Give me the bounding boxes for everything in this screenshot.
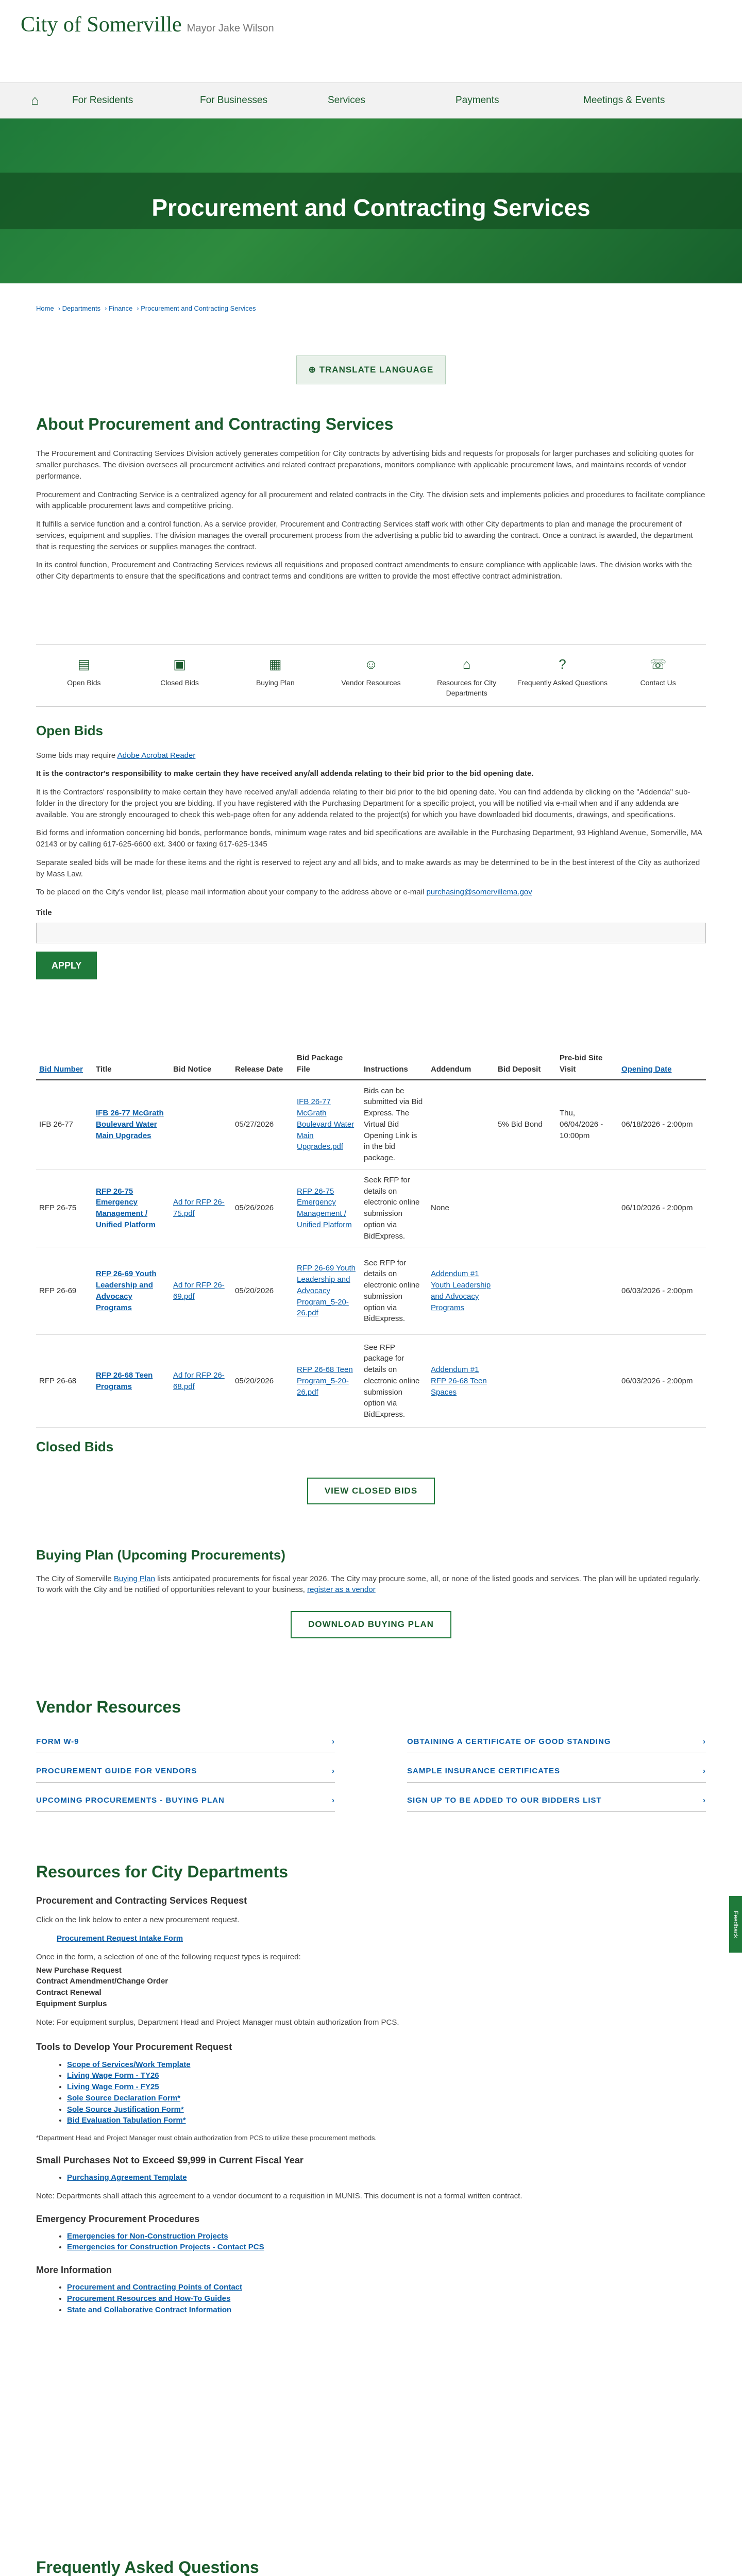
- translate-button[interactable]: [296, 355, 446, 384]
- addendum: None: [428, 1169, 495, 1247]
- opening-date: 06/03/2026 - 2:00pm: [618, 1335, 706, 1428]
- col-bid-number[interactable]: Bid Number: [36, 1048, 93, 1080]
- table-row: [36, 1080, 706, 1170]
- hero-banner: [0, 118, 742, 283]
- bid-package-link[interactable]: RFP 26-68 Teen Program_5-20-26.pdf: [297, 1365, 353, 1397]
- buying-plan-text: [36, 1573, 706, 1596]
- city-departments-title: Resources for City Departments: [36, 1862, 289, 1881]
- tab-faq[interactable]: [515, 645, 611, 706]
- tab-label: Contact Us: [640, 678, 676, 687]
- about-section: [36, 412, 706, 589]
- site-header: [0, 0, 742, 62]
- vendor-resources-title: Vendor Resources: [36, 1698, 181, 1716]
- chevron-right-icon: ›: [332, 1737, 335, 1747]
- request-intake-link[interactable]: Procurement Request Intake Form: [57, 1934, 183, 1943]
- munis-note: Note: Departments shall attach this agreement to a vendor document to a requisition in MUNIS. This document is not a formal written contract.: [36, 2191, 522, 2200]
- addendum: [428, 1080, 495, 1170]
- table-row: [36, 1335, 706, 1428]
- addendum-link[interactable]: Addendum #1 RFP 26-68 Teen Spaces: [431, 1365, 487, 1397]
- site-visit: [556, 1247, 618, 1335]
- tool-link[interactable]: Living Wage Form - FY25: [67, 2082, 159, 2092]
- emergency-link[interactable]: Emergencies for Construction Projects - Contact PCS: [67, 2243, 264, 2252]
- vendor-link-label: SAMPLE INSURANCE CERTIFICATES: [407, 1767, 561, 1776]
- col-bid-notice: Bid Notice: [170, 1048, 232, 1080]
- bid-package-link[interactable]: RFP 26-69 Youth Leadership and Advocacy Program_5-20-26.pdf: [297, 1264, 356, 1318]
- tab-city-departments[interactable]: [419, 645, 515, 706]
- bid-deposit: [495, 1335, 556, 1428]
- request-text: Click on the link below to enter a new procurement request.: [36, 1916, 240, 1925]
- col-deposit: Bid Deposit: [495, 1048, 556, 1080]
- col-instructions: Instructions: [361, 1048, 428, 1080]
- bid-package-link[interactable]: IFB 26-77 McGrath Boulevard Water Main Upgrades.pdf: [297, 1097, 355, 1151]
- addenda-bold-note: It is the contractor's responsibility to make certain they have received any/all addenda relating to their bid prior to the bid opening date.: [36, 769, 534, 778]
- breadcrumb-departments[interactable]: Departments: [62, 304, 101, 312]
- translate-label: TRANSLATE LANGUAGE: [319, 365, 434, 375]
- col-package: Bid Package File: [294, 1048, 361, 1080]
- adobe-link[interactable]: Adobe Acrobat Reader: [117, 751, 196, 760]
- vendor-link-buying-plan[interactable]: [36, 1790, 335, 1812]
- nav-residents[interactable]: For Residents: [72, 95, 133, 106]
- tab-contact[interactable]: [610, 645, 706, 706]
- addendum: [428, 1247, 495, 1335]
- about-title: About Procurement and Contracting Services: [36, 415, 394, 433]
- request-heading: Procurement and Contracting Services Request: [36, 1895, 247, 1906]
- about-p2: Procurement and Contracting Service is a centralized agency for all procurement and related contracts in the City. The division sets and implements policies and procedures to facilitate compliance with applicable procurement laws and competitive pricing.: [36, 490, 705, 511]
- bid-title: [93, 1247, 170, 1335]
- tool-link[interactable]: Sole Source Justification Form*: [67, 2105, 184, 2114]
- tab-label: Closed Bids: [160, 678, 199, 687]
- bid-deposit: 5% Bid Bond: [495, 1080, 556, 1170]
- vendor-link-label: SIGN UP TO BE ADDED TO OUR BIDDERS LIST: [407, 1795, 602, 1805]
- vendor-link-label: FORM W-9: [36, 1737, 79, 1747]
- table-row: [36, 1247, 706, 1335]
- open-bids-section: [36, 721, 706, 979]
- tab-open-bids[interactable]: [36, 645, 132, 706]
- col-addendum: Addendum: [428, 1048, 495, 1080]
- section-tabs: [36, 644, 706, 707]
- adobe-pre: Some bids may require: [36, 751, 117, 760]
- apply-button[interactable]: APPLY: [36, 952, 97, 979]
- closed-bids-section: [36, 1437, 706, 1504]
- breadcrumb: Home › Departments › Finance › Procurement and Contracting Services: [36, 304, 256, 312]
- chevron-right-icon: ›: [332, 1767, 335, 1776]
- open-bids-p4: [36, 887, 706, 898]
- clipboard-icon: ▤: [77, 656, 91, 672]
- buying-plan-title: Buying Plan (Upcoming Procurements): [36, 1547, 285, 1563]
- download-buying-plan-button[interactable]: DOWNLOAD BUYING PLAN: [291, 1611, 451, 1638]
- addendum-link[interactable]: Addendum #1 Youth Leadership and Advocacy Programs: [431, 1269, 491, 1312]
- emergency-heading: Emergency Procurement Procedures: [36, 2213, 200, 2224]
- open-bids-p1: It is the Contractors' responsibility to make certain they have received any/all addenda relating to their bid prior to the bid opening date. You can find addenda by clicking on the "Addenda" sub-folder in the directory for the project you are bidding. If you have registered with the Purchasing Department for a specific project, you will be notified via e-mail when and if any addenda are available. You are strongly encouraged to check this web-page often for any addenda related to the project(s) for which you have downloaded bid documents, drawings, and specifications.: [36, 788, 690, 819]
- bid-number: RFP 26-68: [36, 1335, 93, 1428]
- main-nav: [0, 82, 742, 118]
- chevron-right-icon: ›: [703, 1767, 706, 1776]
- bid-notice: [170, 1247, 232, 1335]
- open-bids-p2: Bid forms and information concerning bid bonds, performance bonds, minimum wage rates and bid specifications are available in the Purchasing Department, 93 Highland Avenue, Somerville, MA 02143 or by calling 617-625-6600 ext. 3400 or faxing 617-625-1345: [36, 828, 702, 849]
- bid-package-link[interactable]: RFP 26-75 Emergency Management / Unified Platform: [297, 1187, 352, 1229]
- bid-deposit: [495, 1247, 556, 1335]
- nav-services[interactable]: Services: [328, 95, 365, 106]
- logo-text: City of Somerville: [21, 13, 182, 37]
- tool-link[interactable]: Living Wage Form - TY26: [67, 2071, 159, 2080]
- vendor-link-insurance[interactable]: [407, 1760, 706, 1783]
- more-info-link[interactable]: State and Collaborative Contract Information: [67, 2305, 232, 2314]
- calendar-icon: ▦: [269, 656, 282, 672]
- nav-meetings[interactable]: Meetings & Events: [583, 95, 665, 106]
- vendor-link-w9[interactable]: [36, 1731, 335, 1753]
- chevron-right-icon: ›: [703, 1737, 706, 1747]
- bid-title: [93, 1169, 170, 1247]
- table-row: [36, 1169, 706, 1247]
- request-type: Contract Renewal: [36, 1988, 102, 1997]
- bid-notice: [170, 1080, 232, 1170]
- release-date: 05/27/2026: [232, 1080, 294, 1170]
- nav-payments[interactable]: Payments: [456, 95, 499, 106]
- tab-vendor-resources[interactable]: [323, 645, 419, 706]
- bid-title-link[interactable]: RFP 26-68 Teen Programs: [96, 1371, 153, 1391]
- col-title: Title: [93, 1048, 170, 1080]
- release-date: 05/20/2026: [232, 1335, 294, 1428]
- bid-package: [294, 1335, 361, 1428]
- bid-number: RFP 26-69: [36, 1247, 93, 1335]
- register-vendor-link[interactable]: register as a vendor: [307, 1585, 376, 1595]
- release-date: 05/26/2026: [232, 1169, 294, 1247]
- title-filter-label: Title: [36, 908, 52, 918]
- buying-plan-section: [36, 1546, 706, 1638]
- phone-icon: ☏: [649, 656, 667, 672]
- adobe-note: [36, 750, 706, 761]
- bid-title-link[interactable]: IFB 26-77 McGrath Boulevard Water Main Upgrades: [96, 1109, 164, 1140]
- tool-link[interactable]: Scope of Services/Work Template: [67, 2060, 191, 2069]
- more-info-heading: More Information: [36, 2265, 112, 2276]
- closed-bids-title: Closed Bids: [36, 1439, 114, 1454]
- vendor-resources-section: [36, 1695, 706, 1812]
- vendor-link-guide[interactable]: [36, 1760, 335, 1783]
- tab-label: Vendor Resources: [341, 678, 401, 687]
- authorization-note: *Department Head and Project Manager must obtain authorization from PCS to utilize these procurement methods.: [36, 2134, 377, 2142]
- site-visit: [556, 1169, 618, 1247]
- opening-date: 06/18/2026 - 2:00pm: [618, 1080, 706, 1170]
- opening-date: 06/10/2026 - 2:00pm: [618, 1169, 706, 1247]
- site-visit: Thu, 06/04/2026 - 10:00pm: [556, 1080, 618, 1170]
- instructions: Seek RFP for details on electronic online submission option via BidExpress.: [361, 1169, 428, 1247]
- bid-number: IFB 26-77: [36, 1080, 93, 1170]
- mayor-name: Mayor Jake Wilson: [187, 23, 274, 34]
- bid-title-link[interactable]: RFP 26-75 Emergency Management / Unified Platform: [96, 1187, 156, 1229]
- emergency-link[interactable]: Emergencies for Non-Construction Projects: [67, 2231, 228, 2241]
- request-type: New Purchase Request: [36, 1965, 122, 1975]
- about-p3: It fulfills a service function and a control function. As a service provider, Procurement and Contracting Services staff work with other City departments to plan and manage the procurement of services, equipment and supplies. The division manages the overall procurement process from the advertising a public bid to awarding the contract. Once a contract is awarded, the department that is requesting the services or supplies manages the contract.: [36, 520, 693, 551]
- bid-title: [93, 1335, 170, 1428]
- chevron-right-icon: ›: [703, 1795, 706, 1805]
- bid-package: [294, 1080, 361, 1170]
- vendor-link-label: PROCUREMENT GUIDE FOR VENDORS: [36, 1767, 197, 1776]
- tool-link[interactable]: Bid Evaluation Tabulation Form*: [67, 2116, 186, 2125]
- title-filter-input[interactable]: [36, 923, 706, 943]
- bid-package: [294, 1169, 361, 1247]
- bid-notice: [170, 1169, 232, 1247]
- open-bids-table: [36, 1048, 706, 1428]
- chevron-right-icon: ›: [332, 1795, 335, 1805]
- people-icon: ☺: [364, 656, 378, 672]
- site-visit: [556, 1335, 618, 1428]
- nav-businesses[interactable]: For Businesses: [200, 95, 267, 106]
- globe-icon: ⊕: [308, 365, 319, 375]
- bid-deposit: [495, 1169, 556, 1247]
- faq-section: [36, 2555, 706, 2576]
- col-release-date: Release Date: [232, 1048, 294, 1080]
- tab-closed-bids[interactable]: [132, 645, 228, 706]
- vendor-list-text: To be placed on the City's vendor list, please mail information about your company to the address above or e-mail: [36, 888, 427, 897]
- col-opening-date[interactable]: Opening Date: [618, 1048, 706, 1080]
- purchasing-email-link[interactable]: purchasing@somervillema.gov: [426, 888, 532, 897]
- tab-label: Buying Plan: [256, 678, 295, 687]
- tab-label: Resources for City Departments: [437, 678, 497, 697]
- bid-package: [294, 1247, 361, 1335]
- tools-heading: Tools to Develop Your Procurement Request: [36, 2042, 232, 2053]
- bid-title: [93, 1080, 170, 1170]
- open-bids-p3: Separate sealed bids will be made for these items and the right is reserved to reject any and all bids, and to make awards as may be determined to be in the best interest of the City as authorized by Mass Law.: [36, 858, 700, 878]
- vendor-link-good-standing[interactable]: [407, 1731, 706, 1753]
- about-p4: In its control function, Procurement and Contracting Services reviews all requisitions and proposed contract amendments to ensure compliance with applicable laws. The division works with the other City departments to ensure that the specifications and contract terms and conditions are written to provide the most effective contract administration.: [36, 561, 692, 581]
- bp-text-2: lists anticipated procurements for fiscal year 2026. The City may procure some, all, or none of the listed goods and services. The plan will be updated regularly. To work with the City and be notified of opportunities relevant to your business,: [36, 1574, 701, 1595]
- instructions: See RFP package for details on electronic online submission option via BidExpress.: [361, 1335, 428, 1428]
- request-types-text: Once in the form, a selection of one of the following request types is required:: [36, 1952, 301, 1961]
- vendor-link-label: UPCOMING PROCUREMENTS - BUYING PLAN: [36, 1795, 225, 1805]
- surplus-note: Note: For equipment surplus, Department Head and Project Manager must obtain authorization from PCS.: [36, 2018, 399, 2027]
- tab-buying-plan[interactable]: [227, 645, 323, 706]
- vendor-link-label: OBTAINING A CERTIFICATE OF GOOD STANDING: [407, 1737, 611, 1747]
- instructions: See RFP for details on electronic online submission option via BidExpress.: [361, 1247, 428, 1335]
- release-date: 05/20/2026: [232, 1247, 294, 1335]
- bid-notice-link[interactable]: Ad for RFP 26-68.pdf: [173, 1371, 225, 1391]
- home-icon[interactable]: ⌂: [31, 92, 39, 108]
- tab-label: Frequently Asked Questions: [517, 678, 608, 687]
- more-info-link[interactable]: Procurement and Contracting Points of Contact: [67, 2283, 243, 2292]
- feedback-tab[interactable]: Feedback: [729, 1896, 742, 1953]
- bid-title-link[interactable]: RFP 26-69 Youth Leadership and Advocacy Programs: [96, 1269, 157, 1312]
- city-departments-section: [36, 1860, 706, 2315]
- bid-notice-link[interactable]: Ad for RFP 26-69.pdf: [173, 1281, 225, 1301]
- open-bids-table-wrap: [36, 1048, 706, 1428]
- more-info-link[interactable]: Procurement Resources and How-To Guides: [67, 2294, 231, 2303]
- col-visit: Pre-bid Site Visit: [556, 1048, 618, 1080]
- small-purchases-heading: Small Purchases Not to Exceed $9,999 in Current Fiscal Year: [36, 2155, 303, 2165]
- city-logo[interactable]: [21, 9, 274, 41]
- faq-title: Frequently Asked Questions: [36, 2558, 259, 2576]
- about-p1: The Procurement and Contracting Services Division actively generates competition for City contracts by advertising bids and requests for proposals for larger purchases and soliciting quotes for smaller purchases. The division oversees all procurement activities and related contract preparations, monitors compliance with applicable procurement laws, and maintains records of vendor performance.: [36, 449, 694, 481]
- tab-label: Open Bids: [67, 678, 101, 687]
- open-bids-title: Open Bids: [36, 723, 104, 738]
- breadcrumb-home[interactable]: Home: [36, 304, 54, 312]
- breadcrumb-finance[interactable]: Finance: [109, 304, 133, 312]
- request-type: Contract Amendment/Change Order: [36, 1977, 168, 1986]
- breadcrumb-current: Procurement and Contracting Services: [141, 304, 256, 312]
- question-icon: ?: [559, 656, 566, 672]
- building-icon: ⌂: [462, 656, 471, 672]
- bp-text-1: The City of Somerville: [36, 1574, 114, 1583]
- instructions: Bids can be submitted via Bid Express. The Virtual Bid Opening Link is in the bid package.: [361, 1080, 428, 1170]
- page-title: Procurement and Contracting Services: [151, 194, 591, 221]
- addendum: [428, 1335, 495, 1428]
- request-type: Equipment Surplus: [36, 1999, 107, 2008]
- opening-date: 06/03/2026 - 2:00pm: [618, 1247, 706, 1335]
- bid-number: RFP 26-75: [36, 1169, 93, 1247]
- view-closed-bids-button[interactable]: VIEW CLOSED BIDS: [307, 1478, 435, 1505]
- bid-notice-link[interactable]: Ad for RFP 26-75.pdf: [173, 1198, 225, 1218]
- folder-icon: ▣: [173, 656, 186, 672]
- tool-link[interactable]: Sole Source Declaration Form*: [67, 2093, 181, 2103]
- purchasing-agreement-link[interactable]: Purchasing Agreement Template: [67, 2173, 187, 2182]
- buying-plan-link[interactable]: Buying Plan: [113, 1574, 155, 1583]
- vendor-link-bidders-list[interactable]: [407, 1790, 706, 1812]
- bid-notice: [170, 1335, 232, 1428]
